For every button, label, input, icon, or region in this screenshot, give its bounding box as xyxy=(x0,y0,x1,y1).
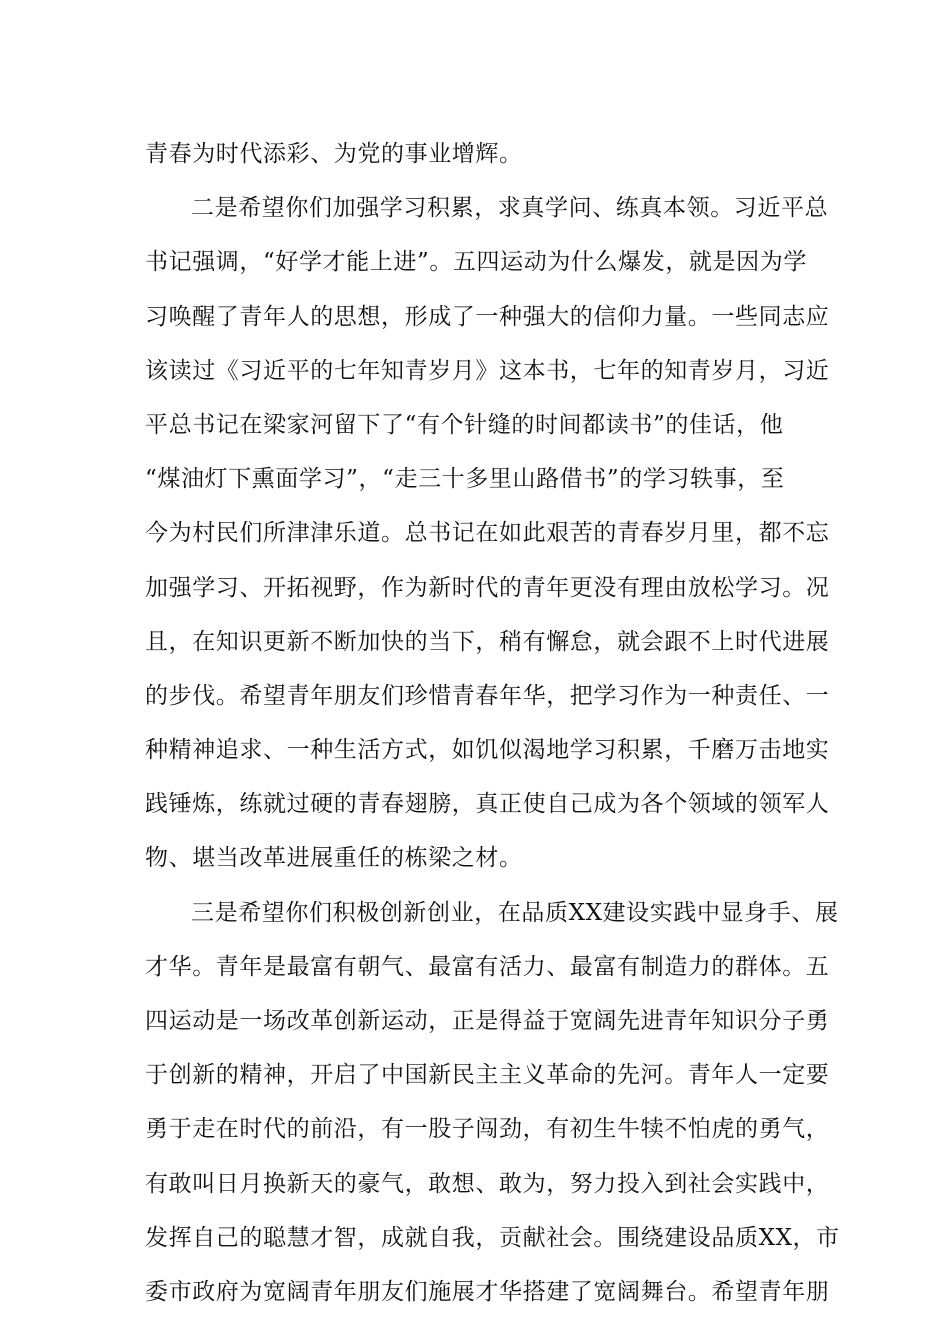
text-line: 才华。青年是最富有朝气、最富有活力、最富有制造力的群体。五 xyxy=(145,953,830,980)
text-line: 的步伐。希望青年朋友们珍惜青春年华，把学习作为一种责任、一 xyxy=(145,682,830,709)
text-line: 践锤炼，练就过硬的青春翅膀，真正使自己成为各个领域的领军人 xyxy=(145,791,830,818)
text-line: 于创新的精神，开启了中国新民主主义革命的先河。青年人一定要 xyxy=(145,1062,830,1089)
text-line: 今为村民们所津津乐道。总书记在如此艰苦的青春岁月里，都不忘 xyxy=(145,520,830,547)
text-line: 且，在知识更新不断加快的当下，稍有懈怠，就会跟不上时代进展 xyxy=(145,628,830,655)
text-line: 平总书记在梁家河留下了“有个针缝的时间都读书”的佳话，他 xyxy=(145,411,784,438)
text-line: 有敢叫日月换新天的豪气，敢想、敢为，努力投入到社会实践中， xyxy=(145,1170,830,1197)
text-line: 四运动是一场改革创新运动，正是得益于宽阔先进青年知识分子勇 xyxy=(145,1008,830,1034)
text-line: 该读过《习近平的七年知青岁月》这本书，七年的知青岁月，习近 xyxy=(145,357,830,384)
text-line: 委市政府为宽阔青年朋友们施展才华搭建了宽阔舞台。希望青年朋 xyxy=(145,1278,830,1305)
text-line: 青春为时代添彩、为党的事业增辉。 xyxy=(145,141,523,167)
text-line: 加强学习、开拓视野，作为新时代的青年更没有理由放松学习。况 xyxy=(145,574,830,601)
text-line: 勇于走在时代的前沿，有一股子闯劲，有初生牛犊不怕虎的勇气， xyxy=(145,1116,830,1143)
text-line: 习唤醒了青年人的思想，形成了一种强大的信仰力量。一些同志应 xyxy=(145,303,830,330)
text-line: 发挥自己的聪慧才智，成就自我，贡献社会。围绕建设品质XX，市 xyxy=(145,1224,840,1251)
text-line: 种精神追求、一种生活方式，如饥似渴地学习积累，千磨万击地实 xyxy=(145,737,830,764)
text-line: 书记强调，“好学才能上进”。五四运动为什么爆发，就是因为学 xyxy=(145,249,807,276)
text-line: 物、堪当改革进展重任的栋梁之材。 xyxy=(145,845,523,872)
text-line: 三是希望你们积极创新创业，在品质XX建设实践中显身手、展 xyxy=(191,899,839,926)
text-line: “煤油灯下熏面学习”，“走三十多里山路借书”的学习轶事，至 xyxy=(145,466,785,493)
text-line: 二是希望你们加强学习积累，求真学问、练真本领。习近平总 xyxy=(191,195,829,222)
body-text xyxy=(145,127,840,1319)
